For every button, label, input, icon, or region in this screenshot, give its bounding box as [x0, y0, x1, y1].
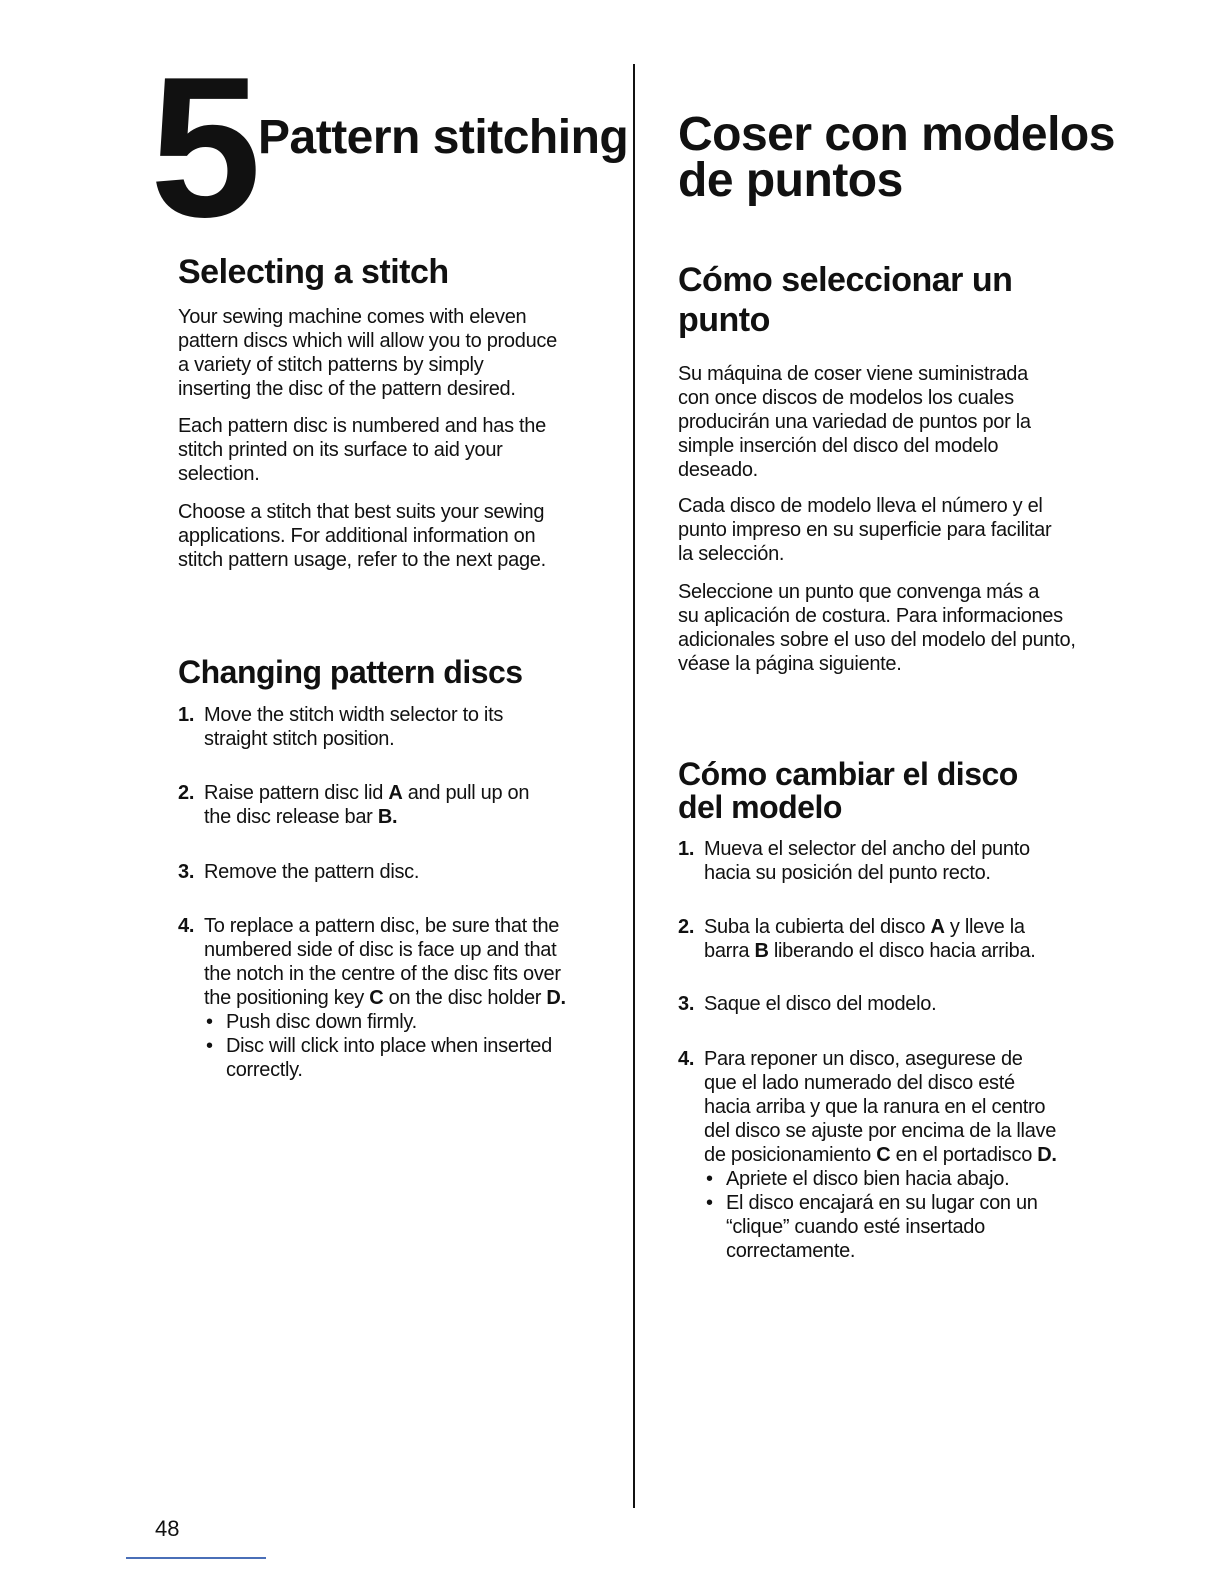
- label-a: A: [930, 916, 945, 938]
- text-line: [204, 986, 566, 1010]
- step-number: 1.: [178, 704, 195, 726]
- step-text: [204, 860, 419, 884]
- step-text: [704, 992, 936, 1016]
- text-line: inserting the disc of the pattern desired.: [178, 378, 516, 400]
- label-b: B: [754, 940, 769, 962]
- text-run: the disc release bar: [204, 806, 378, 828]
- text-line: la selección.: [678, 543, 785, 565]
- bullet-icon: •: [206, 1011, 213, 1033]
- text-run: barra: [704, 940, 755, 962]
- text-line: correctly.: [226, 1059, 303, 1081]
- text-run: Suba la cubierta del disco: [704, 916, 931, 938]
- text-line: the notch in the centre of the disc fits over: [204, 963, 561, 985]
- text-line: Each pattern disc is numbered and has the: [178, 415, 546, 437]
- bullet-icon: •: [706, 1168, 713, 1190]
- label-a: A: [388, 782, 403, 804]
- bullet-item: [704, 1167, 1057, 1191]
- label-d: D.: [1037, 1144, 1057, 1166]
- text-line: Para reponer un disco, asegurese de: [704, 1048, 1023, 1070]
- step-number: 3.: [178, 861, 195, 883]
- paragraph-es-choose: [678, 580, 1128, 676]
- step-en-2: [178, 781, 618, 831]
- text-line: Push disc down firmly.: [226, 1011, 417, 1033]
- bullet-icon: •: [206, 1035, 213, 1057]
- label-c: C: [876, 1144, 891, 1166]
- heading-line: Cómo cambiar el disco: [678, 756, 1018, 792]
- step-es-2: [678, 915, 1118, 965]
- text-line: selection.: [178, 463, 260, 485]
- paragraph-en-numbered: [178, 414, 618, 486]
- text-run: en el portadisco: [890, 1144, 1038, 1166]
- step-text: [704, 915, 1036, 963]
- paragraph-en-intro: [178, 305, 618, 401]
- step-number: 1.: [678, 838, 695, 860]
- text-line: producirán una variedad de puntos por la: [678, 411, 1031, 433]
- step-number: 4.: [678, 1048, 695, 1070]
- step-text: [204, 781, 529, 829]
- step-text: [704, 1047, 1057, 1263]
- text-run: Raise pattern disc lid: [204, 782, 389, 804]
- text-run: and pull up on: [402, 782, 530, 804]
- text-line: [704, 1143, 1057, 1167]
- text-line: Disc will click into place when inserted: [226, 1035, 552, 1057]
- step-es-1: [678, 837, 1118, 887]
- bullet-item: [204, 1034, 566, 1082]
- text-line: [704, 939, 1036, 963]
- text-line: pattern discs which will allow you to produce: [178, 330, 557, 352]
- bullet-icon: •: [706, 1192, 713, 1214]
- text-line: adicionales sobre el uso del modelo del punto,: [678, 629, 1076, 651]
- text-line: [704, 915, 1036, 939]
- chapter-title-es-line: de puntos: [678, 154, 903, 207]
- text-line: stitch printed on its surface to aid your: [178, 439, 503, 461]
- bullet-item: [704, 1191, 1057, 1263]
- page-number: 48: [155, 1516, 180, 1541]
- text-line: Remove the pattern disc.: [204, 861, 420, 883]
- label-d: D.: [546, 987, 566, 1009]
- step-en-4: [178, 914, 618, 1084]
- label-c: C: [369, 987, 384, 1009]
- label-b: B.: [377, 806, 398, 828]
- text-line: [204, 781, 529, 805]
- text-line: Seleccione un punto que convenga más a: [678, 581, 1040, 603]
- heading-cambiar-disco: [678, 758, 1018, 824]
- text-line: Su máquina de coser viene suministrada: [678, 363, 1028, 385]
- text-run: the positioning key: [204, 987, 370, 1009]
- text-line: applications. For additional information on: [178, 525, 536, 547]
- step-text: [204, 703, 503, 751]
- step-es-3: [678, 992, 1118, 1018]
- heading-line: del modelo: [678, 789, 842, 825]
- text-line: [204, 805, 529, 829]
- heading-seleccionar-punto: [678, 260, 1012, 340]
- heading-selecting-stitch: Selecting a stitch: [178, 253, 449, 291]
- text-line: straight stitch position.: [204, 728, 395, 750]
- text-run: de posicionamiento: [704, 1144, 877, 1166]
- step-number: 2.: [678, 916, 695, 938]
- text-line: Your sewing machine comes with eleven: [178, 306, 527, 328]
- step-number: 3.: [678, 993, 695, 1015]
- step-en-1: [178, 703, 618, 753]
- text-line: Saque el disco del modelo.: [704, 993, 937, 1015]
- text-line: a variety of stitch patterns by simply: [178, 354, 484, 376]
- bullet-item: [204, 1010, 566, 1034]
- text-line: Mueva el selector del ancho del punto: [704, 838, 1030, 860]
- heading-changing-discs: Changing pattern discs: [178, 654, 523, 690]
- heading-line: Cómo seleccionar un: [678, 261, 1013, 299]
- heading-line: punto: [678, 301, 770, 339]
- text-run: liberando el disco hacia arriba.: [768, 940, 1036, 962]
- step-en-3: [178, 860, 618, 886]
- text-line: que el lado numerado del disco esté: [704, 1072, 1015, 1094]
- paragraph-en-choose: [178, 500, 618, 572]
- text-line: simple inserción del disco del modelo: [678, 435, 999, 457]
- step-text: [204, 914, 566, 1082]
- text-line: numbered side of disc is face up and that: [204, 939, 557, 961]
- chapter-number: 5: [150, 36, 258, 259]
- text-line: Cada disco de modelo lleva el número y el: [678, 495, 1043, 517]
- text-run: on the disc holder: [383, 987, 547, 1009]
- text-line: su aplicación de costura. Para informaciones: [678, 605, 1063, 627]
- text-line: hacia arriba y que la ranura en el centro: [704, 1096, 1046, 1118]
- chapter-title-es-line: Coser con modelos: [678, 108, 1115, 161]
- step-text: [704, 837, 1030, 885]
- step-number: 4.: [178, 915, 195, 937]
- text-line: Choose a stitch that best suits your sewing: [178, 501, 545, 523]
- chapter-title-en: Pattern stitching: [258, 111, 629, 164]
- step-number: 2.: [178, 782, 195, 804]
- text-line: punto impreso en su superficie para facilitar: [678, 519, 1052, 541]
- text-line: con once discos de modelos los cuales: [678, 387, 1014, 409]
- text-line: El disco encajará en su lugar con un: [726, 1192, 1038, 1214]
- bottom-rule: [126, 1557, 266, 1559]
- chapter-title-es: [678, 108, 1158, 207]
- text-line: véase la página siguiente.: [678, 653, 902, 675]
- text-line: Move the stitch width selector to its: [204, 704, 504, 726]
- text-run: y lleve la: [944, 916, 1025, 938]
- text-line: “clique” cuando esté insertado: [726, 1216, 985, 1238]
- text-line: deseado.: [678, 459, 758, 481]
- step-es-4: [678, 1047, 1128, 1267]
- column-divider: [633, 64, 635, 1508]
- text-line: To replace a pattern disc, be sure that the: [204, 915, 560, 937]
- paragraph-es-numbered: [678, 494, 1118, 566]
- text-line: Apriete el disco bien hacia abajo.: [726, 1168, 1010, 1190]
- text-line: del disco se ajuste por encima de la llave: [704, 1120, 1057, 1142]
- text-line: hacia su posición del punto recto.: [704, 862, 991, 884]
- paragraph-es-intro: [678, 362, 1118, 482]
- text-line: stitch pattern usage, refer to the next page.: [178, 549, 546, 571]
- text-line: correctamente.: [726, 1240, 856, 1262]
